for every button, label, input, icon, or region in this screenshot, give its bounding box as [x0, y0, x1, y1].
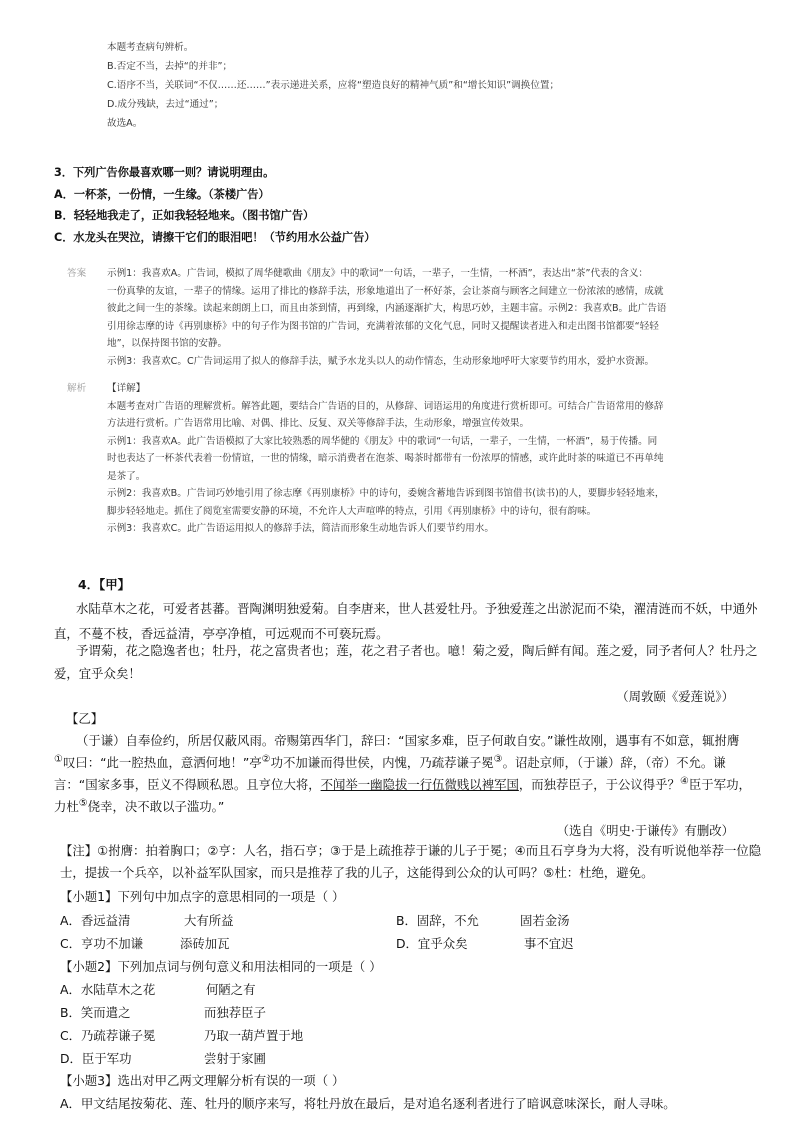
- text-span: 言：“国家多事，臣义不得顾私恩。且亨位大将，: [54, 777, 321, 792]
- analysis-label: 解析: [67, 383, 87, 394]
- text-line: 示例3：我喜欢C。此广告语运用拟人的修辞手法，简洁而形象生动地告诉人们要节约用水。: [107, 523, 494, 534]
- q4-header: 4．【甲】: [78, 577, 130, 592]
- text-span: 叹曰：“此一腔热血，意洒何地！”亭: [62, 755, 262, 770]
- sub2-option-b-compare: 而独荐臣子: [204, 1005, 266, 1020]
- jia-line: 直，不蔓不枝，香远益清，亭亭净植，可远观而不可亵玩焉。: [54, 626, 389, 641]
- yi-line: [54, 796, 224, 818]
- underlined-sentence: 不闻举一幽隐拔一行伍微贱以裨军国: [320, 777, 519, 792]
- notes-line: 士，提拔一个兵卒，以补益军队国家，而只是推荐了我的儿子，这能得到公众的认可吗？⑤杜：杜绝，避免。: [60, 865, 654, 880]
- answer-label: 答案: [67, 268, 87, 279]
- sub1-option-b: B．固辞，不允: [396, 913, 479, 928]
- text-line: 示例2：我喜欢B。广告词巧妙地引用了徐志摩《再别康桥》中的诗句，委婉含蓄地告诉到图书馆借书(读书)的人，要脚步轻轻地来，: [107, 488, 665, 499]
- text-line: D.成分残缺，去过“通过”；: [107, 99, 224, 110]
- sub2-option-c-compare: 乃取一葫芦置于地: [204, 1028, 304, 1043]
- text-span: 。诏赴京师，（于谦）辞，（帝）不允。谦: [502, 755, 726, 770]
- sub1-option-c: C．亨功不加谦: [60, 936, 143, 951]
- text-line: 是茶了。: [107, 470, 146, 482]
- sub2-option-a: A．水陆草木之花: [60, 982, 156, 997]
- note-marker: ③: [493, 753, 503, 765]
- text-line: 方法进行赏析。广告语常用比喻、对偶、排比、反复、双关等修辞手法，生动形象，增强宣传效果。: [107, 418, 530, 429]
- sub1-option-a-compare: 大有所益: [184, 913, 234, 928]
- question-stem: 3．下列广告你最喜欢哪一则？请说明理由。: [54, 166, 275, 179]
- note-marker: ①: [54, 753, 63, 765]
- text-line: 引用徐志摩的诗《再别康桥》中的句子作为图书馆的广告词，充满着浓郁的文化气息，同时又提醒读者进入和走出图书馆都要“轻轻: [107, 320, 659, 332]
- text-line: 本题考查病句辨析。: [107, 42, 194, 53]
- sub3-option-a: A．甲文结尾按菊花、莲、牡丹的顺序来写，将牡丹放在最后，是对追名逐利者进行了暗讽意味深长，耐人寻味。: [60, 1096, 676, 1111]
- text-line: 【详解】: [107, 383, 146, 394]
- option-a: A．一杯茶，一份情，一生缘。（茶楼广告）: [54, 187, 270, 201]
- sub2-option-b: B．笑而遣之: [60, 1005, 131, 1020]
- yi-header: 【乙】: [66, 711, 104, 726]
- jia-line: 水陆草木之花，可爱者甚蕃。晋陶渊明独爱菊。自李唐来，世人甚爱牡丹。予独爱莲之出淤泥而不染，濯清涟而不妖，中通外: [76, 601, 758, 616]
- jia-line: 爱，宜乎众矣！: [54, 666, 141, 681]
- note-marker: ⑤: [78, 797, 88, 809]
- sub2-option-c: C．乃疏荐谦子冕: [60, 1028, 156, 1043]
- yi-source: （选自《明史·于谦传》有删改）: [556, 823, 734, 838]
- sub1-option-b-compare: 固若金汤: [520, 913, 570, 928]
- option-b: B．轻轻地我走了，正如我轻轻地来。（图书馆广告）: [54, 209, 315, 222]
- text-span: 功不加谦而得世侯，内愧，乃疏荐谦子冕: [270, 755, 494, 770]
- sub1-option-c-compare: 添砖加瓦: [180, 936, 230, 951]
- subquestion-1: 【小题1】下列句中加点字的意思相同的一项是（ ）: [60, 889, 345, 904]
- text-line: 脚步轻轻地走。抓住了阅览室需要安静的环境，不允许人大声喧哗的特点，引用《再别康桥》中的诗句，很有韵味。: [107, 505, 597, 517]
- text-line: 彼此之间一生的茶缘。读起来朗朗上口，而且由茶到情，再到缘，内涵逐渐扩大，构思巧妙，主题丰富。示例2：我喜欢B。此广告语: [107, 303, 667, 314]
- sub1-option-a: A．香远益清: [60, 913, 131, 928]
- text-line: C.语序不当，关联词“不仅……还……”表示递进关系，应将“塑造良好的精神气质”和“增长知识”调换位置；: [107, 80, 560, 91]
- note-marker: ②: [261, 753, 271, 765]
- question-3: [54, 162, 794, 248]
- text-span: 侥幸，决不敢以子滥功。”: [87, 799, 225, 814]
- sub2-option-d: D．臣于军功: [60, 1051, 132, 1066]
- text-line: 一份真挚的友谊，一辈子的情缘。运用了排比的修辞手法，形象地道出了一杯好茶，会让茶商与顾客之间建立一份浓浓的感情，成就: [107, 285, 664, 297]
- text-line: 示例3：我喜欢C。C广告词运用了拟人的修辞手法，赋予水龙头以人的动作情态，生动形象地呼吁大家要节约用水，爱护水资源。: [107, 355, 655, 367]
- notes-line: 【注】①拊膺：拍着胸口；②亨：人名，指石亨；③于是上疏推荐于谦的儿子于冕；④而且石亨身为大将，没有听说他举荐一位隐: [60, 843, 762, 858]
- text-line: 地”，以保持图书馆的安静。: [107, 338, 228, 349]
- subquestion-3: 【小题3】选出对甲乙两文理解分析有误的一项（ ）: [60, 1073, 345, 1088]
- sub2-option-a-compare: 何陋之有: [206, 982, 256, 997]
- text-line: 示例1：我喜欢A。广告词，模拟了周华健歌曲《朋友》中的歌词“一句话，一辈子，一生情，一杯酒”，表达出“茶”代表的含义：: [107, 268, 649, 279]
- text-line: B.否定不当，去掉“的并非”；: [107, 61, 233, 72]
- sub1-option-d: D．宜乎众矣: [396, 936, 468, 951]
- text-span: ，而独荐臣子，于公议得乎？: [518, 777, 680, 792]
- subquestion-2: 【小题2】下列加点词与例句意义和用法相同的一项是（ ）: [60, 959, 382, 974]
- answer-block: [107, 265, 747, 370]
- text-span: 力杜: [54, 799, 79, 814]
- yi-line: [54, 774, 751, 796]
- jia-line: 予谓菊，花之隐逸者也；牡丹，花之富贵者也；莲，花之君子者也。噫！菊之爱，陶后鲜有闻。莲之爱，同予者何人？牡丹之: [76, 643, 758, 658]
- text-line: 故选A。: [107, 118, 143, 129]
- prev-question-analysis: [107, 38, 794, 133]
- note-marker: ④: [679, 775, 689, 787]
- yi-line: [54, 752, 726, 774]
- text-line: 本题考查对广告语的理解赏析。解答此题，要结合广告语的目的，从修辞、词语运用的角度进行赏析即可。可结合广告语常用的修辞: [107, 400, 664, 412]
- sub2-option-d-compare: 尝射于家圃: [204, 1051, 266, 1066]
- text-line: 示例1：我喜欢A。此广告语模拟了大家比较熟悉的周华健的《朋友》中的歌词“一句话，一辈子，一生情，一杯酒”，易于传播。同: [107, 435, 658, 447]
- yi-line: （于谦）自奉俭约，所居仅蔽风雨。帝赐第西华门，辞曰：“国家多难，臣子何敢自安。”谦性故刚，遇事有不如意，辄拊膺: [76, 733, 740, 748]
- text-span: 臣于军功，: [688, 777, 751, 792]
- text-line: 时也表达了一杯茶代表着一份情谊，一世的情缘，暗示消费者在泡茶、喝茶时都带有一份浓厚的情感，或许此时茶的味道已不再单纯: [107, 453, 664, 464]
- option-c: C．水龙头在哭泣，请擦干它们的眼泪吧！（节约用水公益广告）: [54, 230, 376, 244]
- jia-source: （周敦颐《爱莲说》）: [616, 689, 734, 704]
- sub1-option-d-compare: 事不宜迟: [524, 936, 574, 951]
- analysis-block: [107, 380, 747, 538]
